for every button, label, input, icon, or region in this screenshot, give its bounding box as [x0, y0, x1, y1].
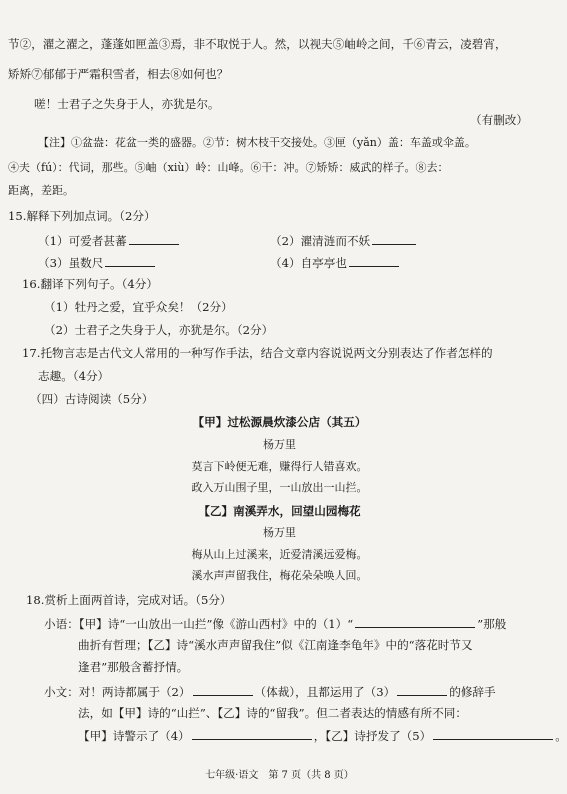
q17-line-1: 17.托物言志是古代文人常用的一种写作手法，结合文章内容说说两文分别表达了作者怎样的: [22, 346, 493, 360]
q18-answer-2[interactable]: [193, 683, 253, 696]
q15-item-3-text: （3）虽数尺: [38, 256, 104, 270]
poem-a-line-2: 政入万山围子里，一山放出一山拦。: [191, 481, 368, 494]
q18-xiaowen-line-3: [78, 727, 567, 744]
q18-answer-1[interactable]: [355, 615, 475, 628]
poem-b-line-1: 梅从山上过溪来，近爱清溪远爱梅。: [191, 548, 368, 561]
q15-item-1-text: （1）可爱者甚蕃: [38, 234, 127, 248]
poem-b-title: 【乙】南溪弄水，回望山园梅花: [198, 504, 361, 518]
q18-xiaowen-line-1: [44, 683, 496, 700]
note-line-1: 【注】①盆盎：花盆一类的盛器。②节：树木枝干交接处。③匣（yǎn）盖：车盖或伞盖。: [38, 136, 476, 149]
passage-line-2: 矫矫⑦郁郁于严霜积雪者，相去⑧如何也？: [8, 67, 229, 81]
q18-xiaowen-text-1b: （体裁），且都运用了（3）: [254, 685, 396, 699]
q18-xiaoyu-line-1: [44, 615, 506, 632]
note-line-2: ④夫（fú）：代词，那些。⑤岫（xiù）岭：山峰。⑥干：冲。⑦矫矫：威武的样子。⑧去：: [8, 161, 449, 174]
passage-line-1: 节②，濯之濯之，蓬蓬如匣盖③焉，非不取悦于人。然，以视夫⑤岫岭之间，千⑥青云，凌碧宵，: [8, 37, 507, 51]
q18-xiaoyu-line-3: 逢君”那般含蓄抒情。: [78, 660, 189, 674]
q15-item-2: [270, 232, 418, 249]
q18-answer-3[interactable]: [397, 683, 447, 696]
q15-item-1: [38, 232, 181, 249]
poem-a-author: 杨万里: [263, 438, 296, 451]
q15-item-4: [270, 254, 401, 271]
q18-xiaowen-text-1c: 的修辞手: [449, 685, 496, 699]
q15-title: 15.解释下列加点词。（2分）: [8, 209, 156, 223]
passage-source: （有删改）: [470, 113, 528, 127]
q15-item-4-text: （4）自亭亭也: [270, 256, 347, 270]
q18-title: 18.赏析上面两首诗，完成对话。（5分）: [26, 593, 232, 607]
poem-b-line-2: 溪水声声留我住，梅花朵朵唤人回。: [191, 569, 368, 582]
q15-answer-1[interactable]: [129, 232, 179, 245]
q17-line-2: 志趣。（4分）: [38, 369, 110, 383]
q15-answer-2[interactable]: [372, 232, 416, 245]
q18-xiaowen-text-3b: ，【乙】诗抒发了（5）: [313, 729, 432, 743]
q18-xiaowen-text-1a: 小文：对！两诗都属于（2）: [44, 685, 191, 699]
page-footer: 七年级·语文 第 7 页（共 8 页）: [205, 770, 354, 781]
q18-xiaowen-text-3c: 。: [555, 729, 567, 743]
q18-answer-4[interactable]: [192, 727, 312, 740]
q18-xiaowen-text-3a: 【甲】诗警示了（4）: [78, 729, 190, 743]
q18-answer-5[interactable]: [433, 727, 553, 740]
poem-a-title: 【甲】过松源晨炊漆公店（其五）: [192, 415, 367, 429]
section-4-title: （四）古诗阅读（5分）: [30, 392, 154, 406]
poem-b-author: 杨万里: [263, 526, 296, 539]
poem-a-line-1: 莫言下岭便无难，赚得行人错喜欢。: [191, 460, 368, 473]
q18-xiaowen-line-2: 法，如【甲】诗的“山拦”、【乙】诗的“留我”。但二者表达的情感有所不同：: [78, 706, 467, 720]
q16-item-1: （1）牡丹之爱，宜乎众矣！（2分）: [44, 300, 233, 314]
q16-item-2: （2）士君子之失身于人，亦犹是尔。（2分）: [44, 323, 274, 337]
q16-title: 16.翻译下列句子。（4分）: [22, 277, 158, 291]
q18-xiaoyu-text-1: 小语：【甲】诗“一山放出一山拦”像《游山西村》中的（1）“: [44, 617, 354, 631]
q15-item-3: [38, 254, 157, 271]
note-line-3: 距离，差距。: [8, 184, 74, 197]
passage-line-3: 嗟！士君子之失身于人，亦犹是尔。: [34, 97, 220, 111]
q15-item-2-text: （2）濯清涟而不妖: [270, 234, 371, 248]
q15-answer-3[interactable]: [105, 254, 155, 267]
q18-xiaoyu-text-1-end: ”那般: [477, 617, 507, 631]
q15-answer-4[interactable]: [349, 254, 399, 267]
q18-xiaoyu-line-2: 曲折有哲理；【乙】诗“溪水声声留我住”似《江南逢李龟年》中的“落花时节又: [78, 638, 473, 652]
